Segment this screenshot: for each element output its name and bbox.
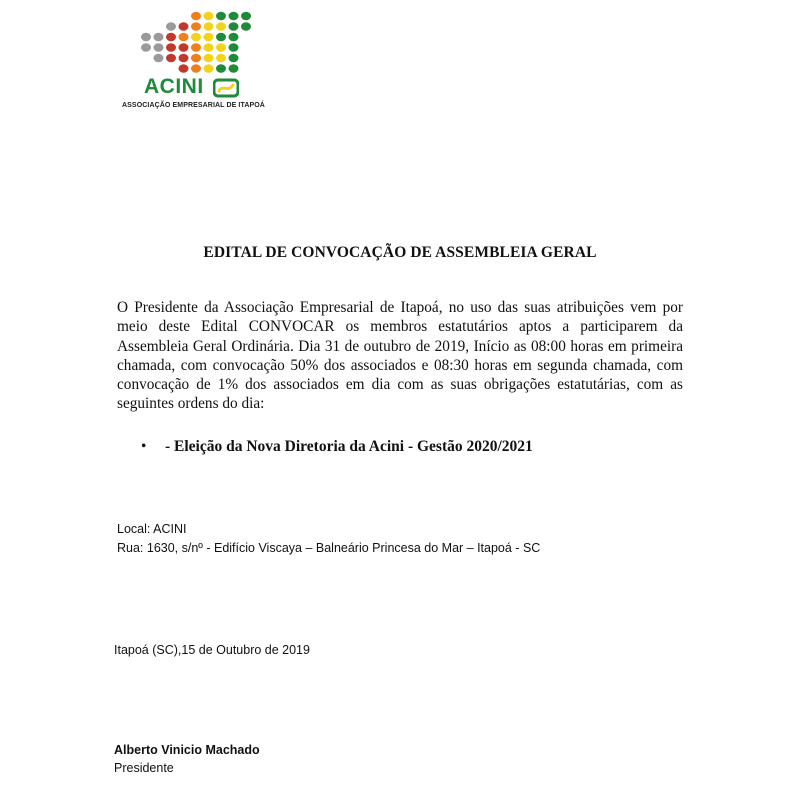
address-line: Rua: 1630, s/nº - Edifício Viscaya – Balneário Princesa do Mar – Itapoá - SC	[117, 541, 541, 555]
logo-dot	[229, 12, 239, 21]
logo-dot	[179, 54, 189, 63]
logo-dot	[179, 64, 189, 73]
logo-subtitle: ASSOCIAÇÃO EMPRESARIAL DE ITAPOÁ	[122, 102, 265, 109]
logo-dot	[216, 43, 226, 52]
logo-swirl-icon	[213, 78, 239, 98]
logo-dot	[191, 64, 201, 73]
logo-dot	[179, 43, 189, 52]
logo-dot	[141, 33, 151, 42]
logo-dot	[141, 43, 151, 52]
signer-name: Alberto Vinicio Machado	[114, 743, 260, 757]
bullet-icon: •	[141, 438, 147, 455]
logo-dot	[204, 12, 214, 21]
logo-dot	[204, 22, 214, 31]
logo-dot	[216, 54, 226, 63]
logo-dot	[191, 54, 201, 63]
location-block	[117, 520, 540, 558]
logo-dot	[241, 22, 251, 31]
acini-logo	[118, 10, 278, 110]
logo-dot	[191, 22, 201, 31]
convocation-paragraph: O Presidente da Associação Empresarial de Itapoá, no uso das suas atribuições vem por meio deste Edital CONVOCAR os membros estatutários aptos a participarem da Assembleia Geral Ordinária. Dia 31 de outubro de 2019, Início as 08:00 horas em primeira chamada, com convocação 50% dos associados e 08:30 horas em segunda chamada, com convocação de 1% dos associados em dia com as suas obrigações estatutárias, com as seguintes ordens do dia:	[117, 299, 683, 413]
logo-dot	[166, 43, 176, 52]
local-line: Local: ACINI	[117, 522, 187, 536]
date-line: Itapoá (SC),15 de Outubro de 2019	[114, 643, 310, 657]
logo-dot	[216, 12, 226, 21]
logo-dot	[154, 54, 164, 63]
logo-dot	[166, 54, 176, 63]
logo-dot	[191, 43, 201, 52]
logo-dot	[216, 64, 226, 73]
logo-dot	[179, 33, 189, 42]
logo-dot	[166, 33, 176, 42]
logo-dot-pattern-icon	[138, 10, 258, 78]
logo-dot	[204, 43, 214, 52]
logo-dot	[229, 43, 239, 52]
signer-role: Presidente	[114, 761, 174, 775]
logo-wordmark: ACINI	[144, 75, 204, 98]
agenda-item-text: - Eleição da Nova Diretoria da Acini - Gestão 2020/2021	[165, 438, 533, 455]
logo-dot	[154, 33, 164, 42]
logo-dot	[204, 33, 214, 42]
logo-dot	[154, 43, 164, 52]
signature-block	[114, 741, 260, 777]
logo-dot	[229, 64, 239, 73]
logo-dot	[191, 33, 201, 42]
logo-dot	[204, 64, 214, 73]
logo-dot	[216, 22, 226, 31]
logo-dot	[241, 12, 251, 21]
logo-dot	[204, 54, 214, 63]
agenda-list-item	[141, 438, 533, 456]
logo-dot	[229, 33, 239, 42]
logo-dot	[179, 22, 189, 31]
logo-dot	[216, 33, 226, 42]
logo-dot	[191, 12, 201, 21]
logo-dot	[229, 22, 239, 31]
logo-dot	[229, 54, 239, 63]
logo-dot	[166, 22, 176, 31]
document-title: EDITAL DE CONVOCAÇÃO DE ASSEMBLEIA GERAL	[203, 244, 597, 261]
